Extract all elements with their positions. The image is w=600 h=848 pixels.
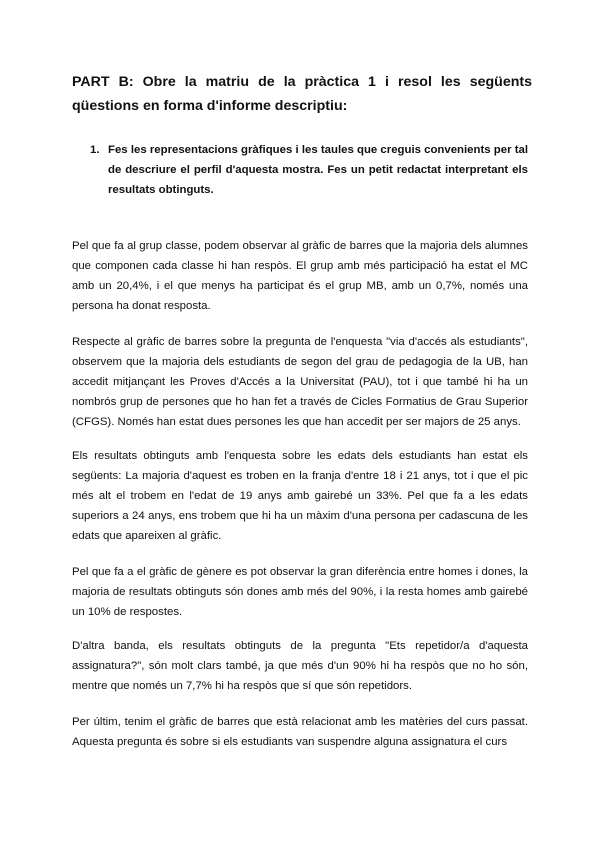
- question-item: [90, 140, 528, 200]
- paragraph-access-route: Respecte al gràfic de barres sobre la pregunta de l'enquesta "via d'accés als estudiants", observem que la majoria dels estudiants de segon del grau de pedagogia de la UB, han accedit mitjançant les Proves d'Accés a la Universitat (PAU), tot i que també hi ha un nombrós grup de persones que ho han fet a través de Cicles Formatius de Grau Superior (CFGS). Només han estat dues persones les que han accedit per ser majors de 25 anys.: [72, 336, 528, 428]
- paragraph-ages: Els resultats obtinguts amb l'enquesta sobre les edats dels estudiants han estat els següents: La majoria d'aquest es troben en la franja d'entre 18 i 21 anys, tot i que el pic més alt el trobem en l'edat de 19 anys amb gairebé un 33%. Pel que fa a les edats superiors a 24 anys, ens trobem que hi ha un màxim d'una persona per cadascuna de les edats que apareixen al gràfic.: [72, 450, 528, 542]
- section-heading: PART B: Obre la matriu de la pràctica 1 i resol les següents qüestions en forma d'informe descriptiu:: [72, 74, 532, 114]
- paragraph-previous-subjects: Per últim, tenim el gràfic de barres que està relacionat amb les matèries del curs passat. Aquesta pregunta és sobre si els estudiants van suspendre alguna assignatura el curs: [72, 716, 528, 748]
- paragraph-repeaters: D'altra banda, els resultats obtinguts de la pregunta "Ets repetidor/a d'aquesta assignatura?", són molt clars també, ja que més d'un 90% hi ha respòs que no ho són, mentre que només un 7,7% hi ha respòs que sí que són repetidors.: [72, 640, 528, 692]
- question-number: 1.: [90, 144, 100, 156]
- paragraph-gender: Pel que fa a el gràfic de gènere es pot observar la gran diferència entre homes i dones, la majoria de resultats obtinguts són dones amb més del 90%, i la resta homes amb gairebé un 10% de respostes.: [72, 566, 528, 618]
- paragraph-class-group: Pel que fa al grup classe, podem observar al gràfic de barres que la majoria dels alumnes que componen cada classe hi han respòs. El grup amb més participació ha estat el MC amb un 20,4%, i el que menys ha participat és el grup MB, amb un 0,7%, només una persona ha donat resposta.: [72, 240, 528, 312]
- question-text: Fes les representacions gràfiques i les taules que creguis convenients per tal de descriure el perfil d'aquesta mostra. Fes un petit redactat interpretant els resultats obtinguts.: [108, 144, 528, 196]
